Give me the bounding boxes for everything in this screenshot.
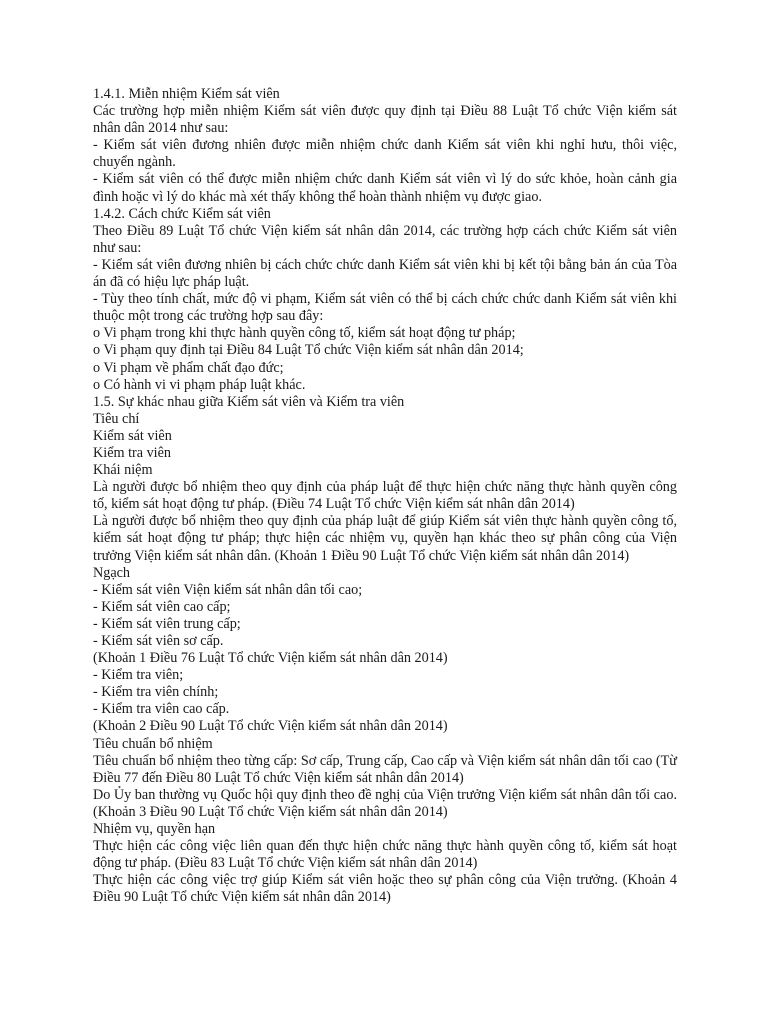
row-label-khai-niem: Khái niệm — [93, 462, 153, 479]
table-header-kiem-tra-vien: Kiểm tra viên — [93, 444, 172, 461]
row-label-ngach: Ngạch — [93, 564, 131, 581]
table-header-tieu-chi: Tiêu chí — [93, 410, 140, 427]
heading-1-5: 1.5. Sự khác nhau giữa Kiểm sát viên và Kiểm tra viên — [93, 393, 405, 410]
ngach-kiem-tra-vien-1: - Kiểm tra viên; — [93, 667, 184, 684]
paragraph-intro-cach-chuc: Theo Điều 89 Luật Tổ chức Viện kiểm sát nhân dân 2014, các trường hợp cách chức Kiểm sát viên như sau: — [93, 222, 677, 256]
ngach-kiem-sat-vien-source: (Khoản 1 Điều 76 Luật Tổ chức Viện kiểm sát nhân dân 2014) — [93, 650, 448, 667]
ngach-kiem-tra-vien-3: - Kiểm tra viên cao cấp. — [93, 701, 230, 718]
cell-tieu-chuan-kiem-tra-vien: Do Ủy ban thường vụ Quốc hội quy định theo đề nghị của Viện trưởng Viện kiểm sát nhân dân tối cao. (Khoản 3 Điều 90 Luật Tổ chức Viện kiểm sát nhân dân 2014) — [93, 786, 677, 820]
row-label-nhiem-vu-quyen-han: Nhiệm vụ, quyền hạn — [93, 821, 216, 838]
ngach-kiem-tra-vien-source: (Khoản 2 Điều 90 Luật Tổ chức Viện kiểm sát nhân dân 2014) — [93, 718, 448, 735]
paragraph-intro-mien-nhiem: Các trường hợp miễn nhiệm Kiểm sát viên được quy định tại Điều 88 Luật Tổ chức Viện kiểm sát nhân dân 2014 như sau: — [93, 103, 677, 137]
sub-item-vi-pham-2: o Vi phạm quy định tại Điều 84 Luật Tổ chức Viện kiểm sát nhân dân 2014; — [93, 342, 524, 359]
cell-tieu-chuan-kiem-sat-vien: Tiêu chuẩn bổ nhiệm theo từng cấp: Sơ cấp, Trung cấp, Cao cấp và Viện kiểm sát nhân dân tối cao (Từ Điều 77 đến Điều 80 Luật Tổ chức Viện kiểm sát nhân dân 2014) — [93, 752, 677, 786]
cell-khai-niem-kiem-sat-vien: Là người được bổ nhiệm theo quy định của pháp luật để thực hiện chức năng thực hành quyền công tố, kiểm sát hoạt động tư pháp. (Điều 74 Luật Tổ chức Viện kiểm sát nhân dân 2014) — [93, 479, 677, 513]
table-header-kiem-sat-vien: Kiểm sát viên — [93, 427, 172, 444]
cell-nhiem-vu-kiem-sat-vien: Thực hiện các công việc liên quan đến thực hiện chức năng thực hành quyền công tố, kiểm sát hoạt động tư pháp. (Điều 83 Luật Tổ chức Viện kiểm sát nhân dân 2014) — [93, 838, 677, 872]
list-item-mien-nhiem-1: - Kiểm sát viên đương nhiên được miễn nhiệm chức danh Kiểm sát viên khi nghỉ hưu, thôi việc, chuyển ngành. — [93, 137, 677, 171]
list-item-mien-nhiem-2: - Kiểm sát viên có thể được miễn nhiệm chức danh Kiểm sát viên vì lý do sức khỏe, hoàn cảnh gia đình hoặc vì lý do khác mà xét thấy không thể hoàn thành nhiệm vụ được giao. — [93, 171, 677, 205]
heading-1-4-1: 1.4.1. Miễn nhiệm Kiểm sát viên — [93, 86, 280, 102]
ngach-kiem-sat-vien-1: - Kiểm sát viên Viện kiểm sát nhân dân tối cao; — [93, 581, 363, 598]
heading-1-4-2: 1.4.2. Cách chức Kiểm sát viên — [93, 205, 271, 222]
cell-khai-niem-kiem-tra-vien: Là người được bổ nhiệm theo quy định của pháp luật để giúp Kiểm sát viên thực hành quyền công tố, kiểm sát hoạt động tư pháp; thực hiện các nhiệm vụ, quyền hạn khác theo sự phân công của Viện trưởng Viện kiểm sát nhân dân. (Khoản 1 Điều 90 Luật Tổ chức Viện kiểm sát nhân dân 2014) — [93, 513, 677, 564]
sub-item-vi-pham-3: o Vi phạm về phẩm chất đạo đức; — [93, 359, 284, 376]
sub-item-vi-pham-1: o Vi phạm trong khi thực hành quyền công tố, kiểm sát hoạt động tư pháp; — [93, 325, 516, 342]
row-label-tieu-chuan-bo-nhiem: Tiêu chuẩn bổ nhiệm — [93, 735, 213, 752]
document-page — [93, 86, 677, 907]
list-item-cach-chuc-1: - Kiểm sát viên đương nhiên bị cách chức chức danh Kiểm sát viên khi bị kết tội bằng bản án của Tòa án đã có hiệu lực pháp luật. — [93, 256, 677, 291]
cell-nhiem-vu-kiem-tra-vien: Thực hiện các công việc trợ giúp Kiểm sát viên hoặc theo sự phân công của Viện trưởng. (Khoản 4 Điều 90 Luật Tổ chức Viện kiểm sát nhân dân 2014) — [93, 872, 677, 906]
ngach-kiem-tra-vien-2: - Kiểm tra viên chính; — [93, 684, 219, 701]
ngach-kiem-sat-vien-2: - Kiểm sát viên cao cấp; — [93, 598, 231, 615]
list-item-cach-chuc-2: - Tùy theo tính chất, mức độ vi phạm, Kiểm sát viên có thể bị cách chức chức danh Kiểm sát viên khi thuộc một trong các trường hợp sau đây: — [93, 291, 677, 325]
ngach-kiem-sat-vien-4: - Kiểm sát viên sơ cấp. — [93, 633, 224, 649]
sub-item-vi-pham-4: o Có hành vi vi phạm pháp luật khác. — [93, 376, 306, 393]
ngach-kiem-sat-vien-3: - Kiểm sát viên trung cấp; — [93, 615, 241, 632]
